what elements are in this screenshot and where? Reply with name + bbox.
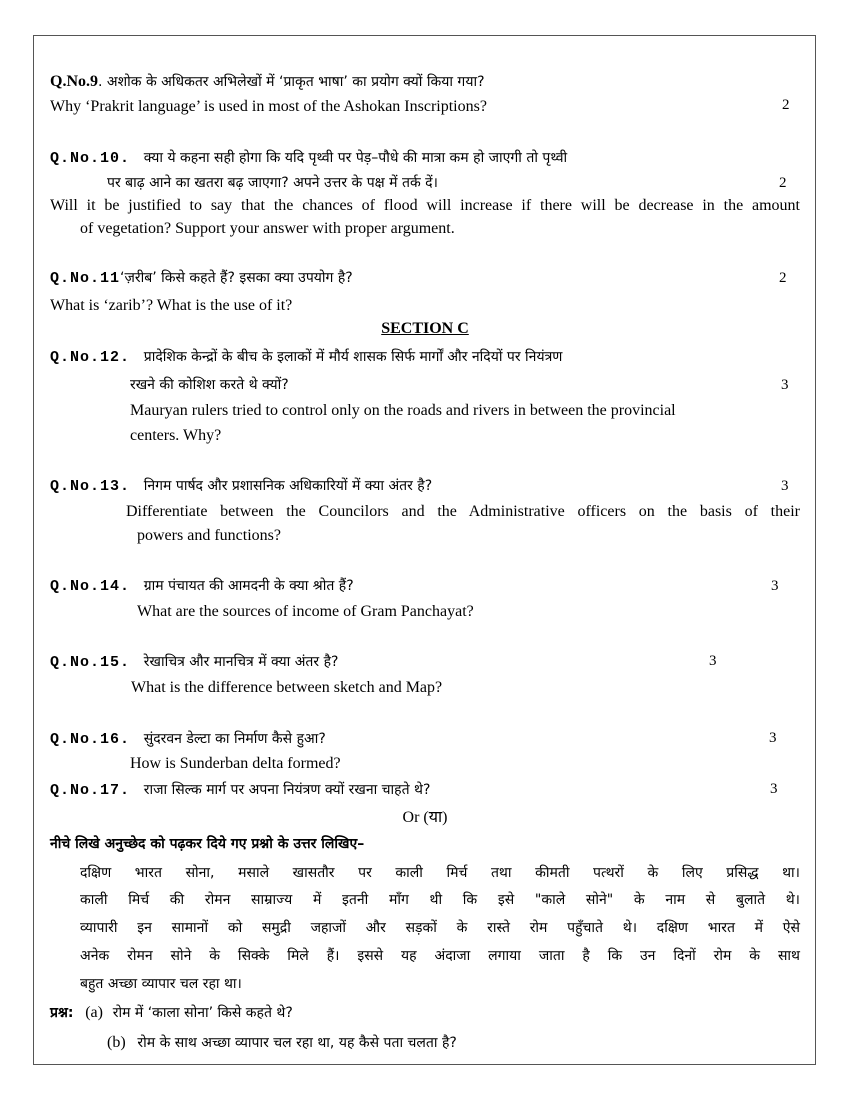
question-16-english: How is Sunderban delta formed?	[130, 755, 341, 772]
question-11-english: What is ‘zarib’? What is the use of it?	[50, 297, 293, 314]
sub-question-label: (a)	[85, 1004, 103, 1021]
passage-line-5: बहुत अच्छा व्यापार चल रहा था।	[80, 976, 242, 992]
question-13-english-line1: Differentiate between the Councilors and the Administrative officers on the basis of their	[126, 503, 800, 520]
question-11-hindi	[50, 268, 353, 289]
question-text-hindi: ग्राम पंचायत की आमदनी के क्या श्रोत हैं?	[143, 578, 354, 594]
question-12-english-line2: centers. Why?	[130, 427, 222, 444]
question-14-english: What are the sources of income of Gram Panchayat?	[137, 603, 474, 620]
question-17-hindi	[50, 780, 430, 801]
sub-question-label: (b)	[107, 1034, 126, 1051]
section-heading: SECTION C	[381, 320, 469, 337]
question-9-hindi	[50, 72, 485, 92]
question-text-hindi: निगम पार्षद और प्रशासनिक अधिकारियों में क्या अंतर है?	[143, 478, 433, 494]
question-13-english-line2: powers and functions?	[137, 527, 281, 544]
question-9-english: Why ‘Prakrit language’ is used in most of the Ashokan Inscriptions?	[50, 98, 487, 115]
question-number: Q.No.16.	[50, 731, 131, 748]
sub-question-text: रोम के साथ अच्छा व्यापार चल रहा था, यह कैसे पता चलता है?	[137, 1035, 457, 1051]
question-number: Q.No.17.	[50, 782, 131, 799]
question-15-english: What is the difference between sketch and Map?	[131, 679, 443, 696]
question-10-english-line2: of vegetation? Support your answer with proper argument.	[80, 220, 455, 237]
marks: 3	[771, 578, 779, 594]
question-text-hindi: रेखाचित्र और मानचित्र में क्या अंतर है?	[143, 654, 339, 670]
question-14-hindi	[50, 576, 354, 597]
sub-question-text: रोम में ‘काला सोना’ किसे कहते थे?	[112, 1005, 293, 1021]
question-10-hindi-line2: पर बाढ़ आने का खतरा बढ़ जाएगा? अपने उत्तर के पक्ष में तर्क दें।	[107, 175, 438, 191]
question-number: Q.No.9	[50, 73, 98, 90]
question-10-english-line1: Will it be justified to say that the chances of flood will increase if there will be decrease in the amount	[50, 197, 800, 214]
question-number: Q.No.11	[50, 270, 121, 287]
marks: 2	[779, 270, 787, 286]
question-number: Q.No.15.	[50, 654, 131, 671]
passage-line-1: दक्षिण भारत सोना, मसाले खासतौर पर काली मिर्च तथा कीमती पत्थरों के लिए प्रसिद्ध था।	[80, 865, 800, 881]
question-number: Q.No.10.	[50, 150, 131, 167]
marks: 2	[779, 175, 787, 191]
question-12-hindi-line2: रखने की कोशिश करते थे क्यों?	[130, 377, 289, 393]
marks: 3	[770, 781, 778, 797]
passage-question-b	[107, 1033, 457, 1053]
question-number: Q.No.12.	[50, 349, 131, 366]
question-number: Q.No.13.	[50, 478, 131, 495]
marks: 3	[781, 377, 789, 393]
marks: 3	[781, 478, 789, 494]
or-separator: Or (या)	[402, 809, 448, 826]
marks: 3	[709, 653, 717, 669]
question-12-english-line1: Mauryan rulers tried to control only on the roads and rivers in between the provincial	[130, 402, 676, 419]
question-16-hindi	[50, 729, 326, 750]
question-number: Q.No.14.	[50, 578, 131, 595]
passage-instruction: नीचे लिखे अनुच्छेद को पढ़कर दिये गए प्रश्नो के उत्तर लिखिए–	[50, 836, 365, 852]
question-text-hindi: राजा सिल्क मार्ग पर अपना नियंत्रण क्यों रखना चाहते थे?	[143, 782, 431, 798]
prashn-label: प्रश्न:	[50, 1005, 74, 1021]
passage-question-a	[50, 1003, 293, 1023]
marks: 2	[782, 97, 790, 113]
question-text-hindi: सुंदरवन डेल्टा का निर्माण कैसे हुआ?	[143, 731, 326, 747]
question-text-hindi: . अशोक के अधिकतर अभिलेखों में ‘प्राकृत भाषा’ का प्रयोग क्यों किया गया?	[98, 74, 485, 90]
passage-line-2: काली मिर्च की रोमन साम्राज्य में इतनी माँग थी कि इसे "काले सोने" के नाम से बुलाते थे।	[80, 892, 800, 908]
question-15-hindi	[50, 652, 338, 673]
question-10-hindi-line1	[50, 148, 800, 169]
marks: 3	[769, 730, 777, 746]
passage-line-4: अनेक रोमन सोने के सिक्के मिले हैं। इससे यह अंदाजा लगाया जाता है कि उन दिनों रोम के साथ	[80, 948, 800, 964]
question-12-hindi-line1	[50, 347, 562, 368]
question-text-hindi: क्या ये कहना सही होगा कि यदि पृथ्वी पर पेड़–पौधे की मात्रा कम हो जाएगी तो पृथ्वी	[143, 150, 568, 166]
passage-line-3: व्यापारी इन सामानों को समुद्री जहाजों और सड़कों के रास्ते रोम पहुँचाते थे। दक्षिण भारत में ऐसे	[80, 920, 800, 936]
question-text-hindi: प्रादेशिक केन्द्रों के बीच के इलाकों में मौर्य शासक सिर्फ मार्गों और नदियों पर नियंत्रण	[143, 349, 563, 365]
question-text-hindi: ‘ज़रीब’ किसे कहते हैं? इसका क्या उपयोग है?	[120, 270, 353, 286]
question-13-hindi	[50, 476, 432, 497]
